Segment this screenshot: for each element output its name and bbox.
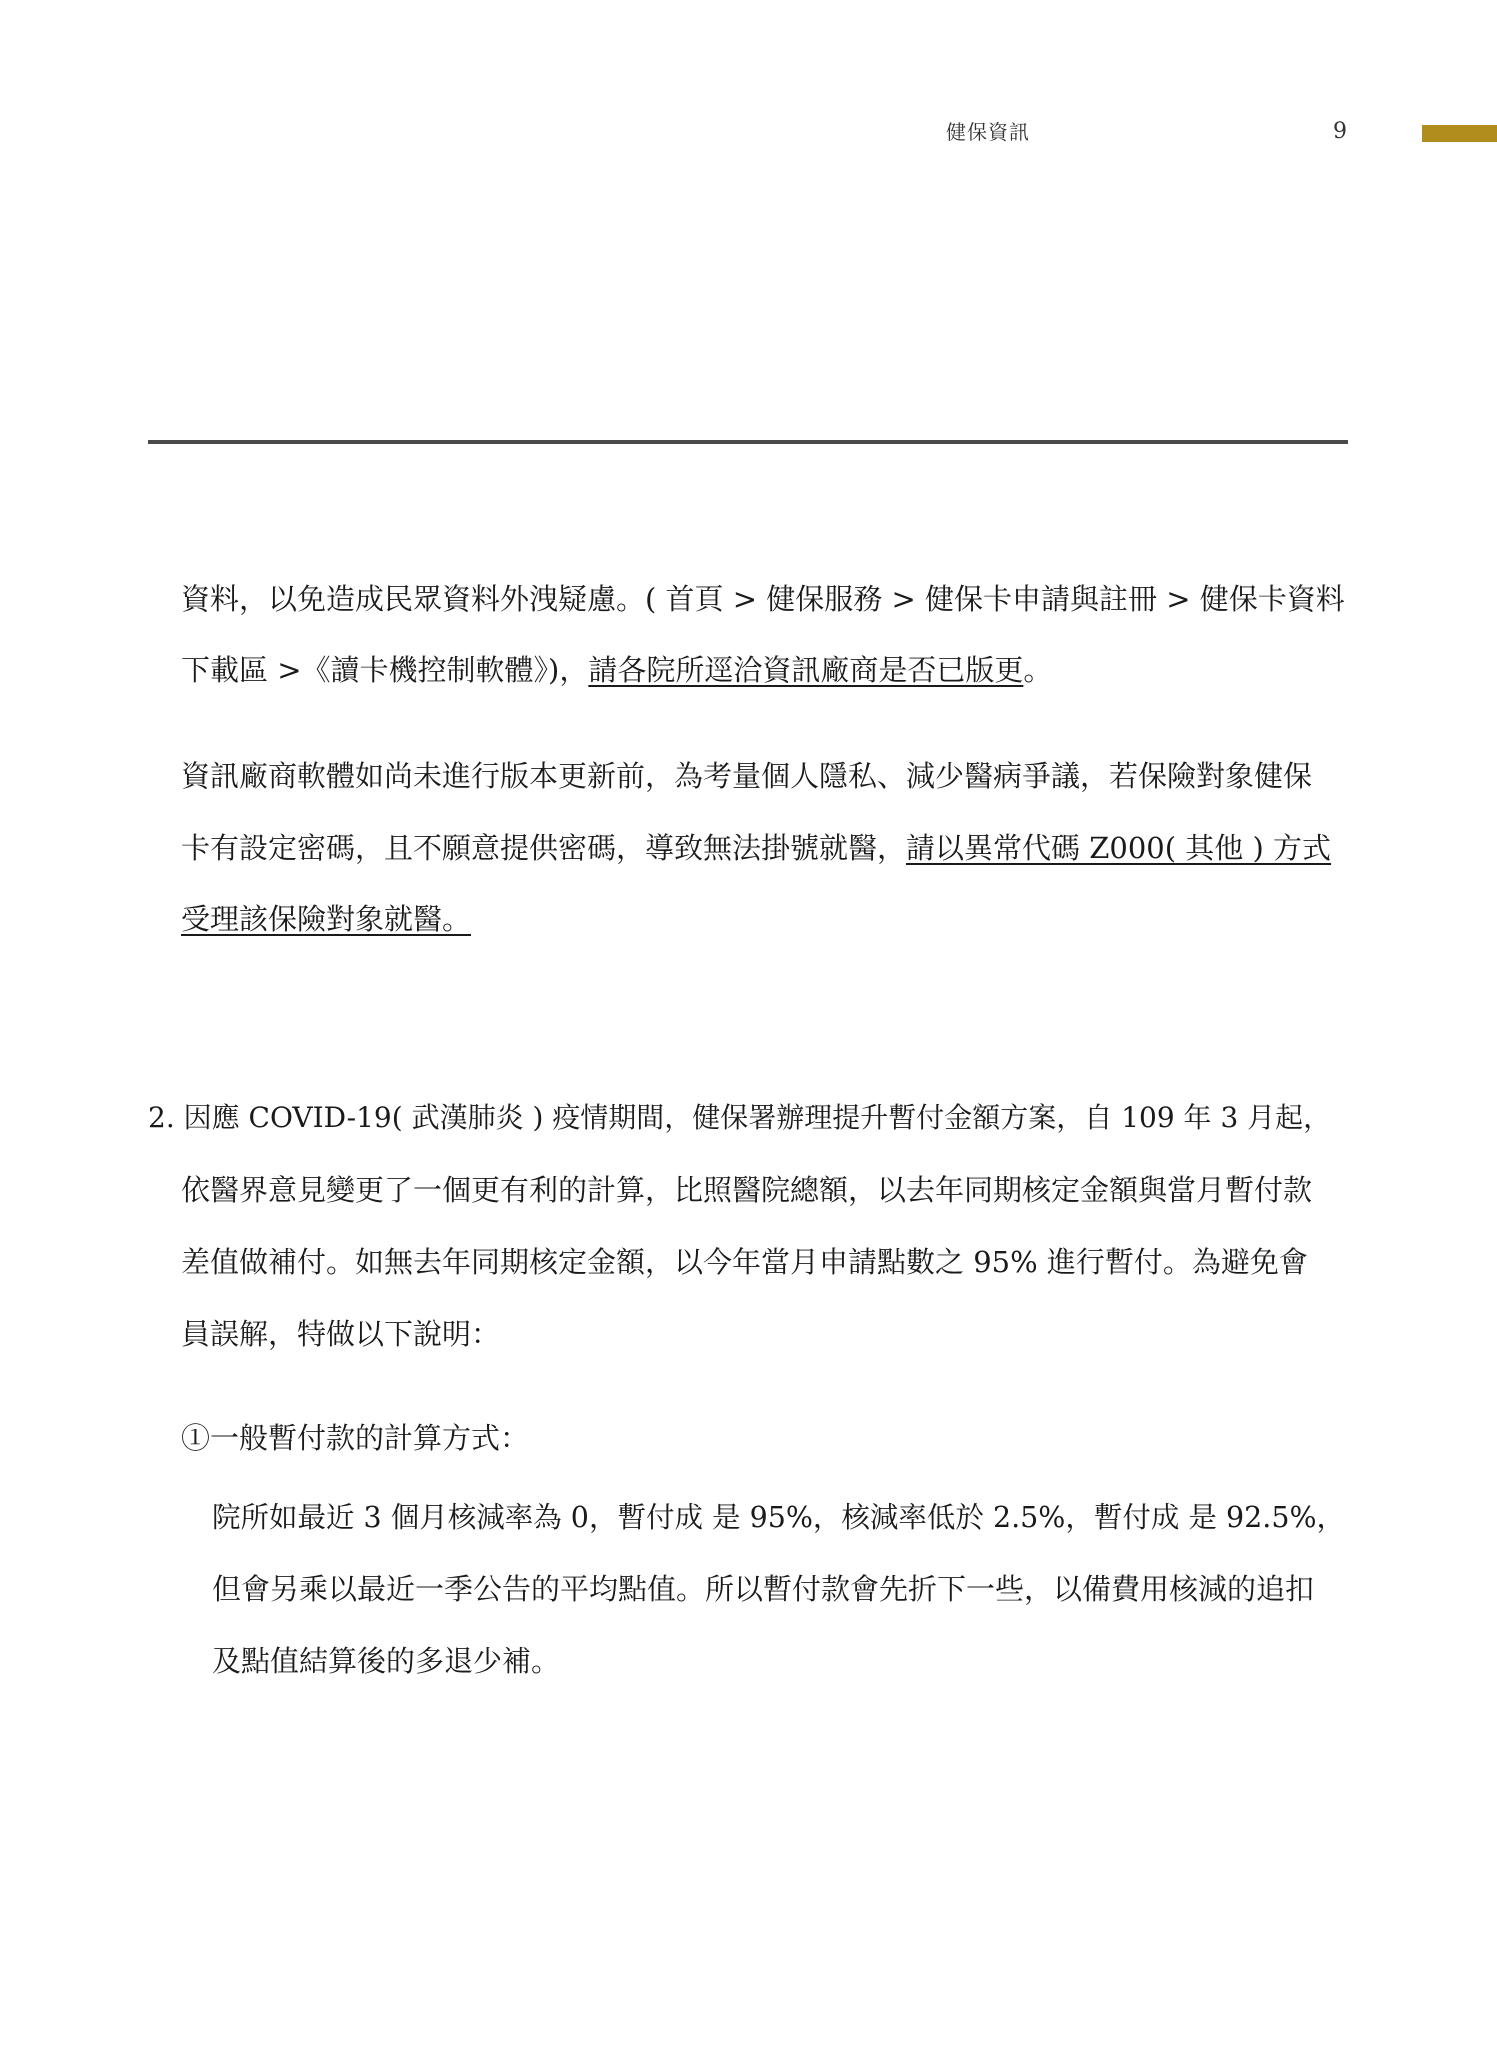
page-number: 9 (1333, 119, 1347, 144)
section-color-tab (1422, 125, 1497, 142)
paragraph-line (181, 828, 1331, 868)
paragraph-line (181, 650, 1052, 690)
paragraph-text: 。 (1023, 653, 1053, 687)
running-header-title: 健保資訊 (946, 120, 1030, 144)
paragraph-line: 依醫界意見變更了一個更有利的計算，比照醫院總額，以去年同期核定金額與當月暫付款 (181, 1173, 1313, 1207)
paragraph-text: 卡有設定密碼，且不願意提供密碼，導致無法掛號就醫， (181, 831, 907, 865)
numbered-item-line: 2. 因應 COVID-19( 武漢肺炎 ) 疫情期間，健保署辦理提升暫付金額方案，自 109 年 3 月起， (148, 1101, 1332, 1134)
paragraph-line (181, 899, 471, 939)
paragraph-line: 院所如最近 3 個月核減率為 0，暫付成 是 95%，核減率低於 2.5%，暫付成 是 92.5%， (212, 1501, 1346, 1534)
paragraph-line: 員誤解，特做以下說明： (181, 1317, 501, 1351)
underlined-notice: 受理該保險對象就醫。 (181, 902, 472, 936)
paragraph-line: 資訊廠商軟體如尚未進行版本更新前，為考量個人隱私、減少醫病爭議，若保險對象健保 (181, 759, 1313, 793)
paragraph-line: 及點值結算後的多退少補。 (212, 1644, 561, 1678)
sub-heading: ①一般暫付款的計算方式： (181, 1421, 530, 1455)
underlined-notice: 請各院所逕洽資訊廠商是否已版更 (588, 653, 1024, 687)
paragraph-text: 下載區 >《讀卡機控制軟體》)， (181, 653, 589, 687)
horizontal-rule (148, 440, 1348, 444)
underlined-notice: 請以異常代碼 Z000( 其他 ) 方式 (906, 831, 1332, 865)
paragraph-line: 資料，以免造成民眾資料外洩疑慮。( 首頁 > 健保服務 > 健保卡申請與註冊 > 健保卡資料 (181, 582, 1345, 616)
paragraph-line: 但會另乘以最近一季公告的平均點值。所以暫付款會先折下一些，以備費用核減的追扣 (212, 1572, 1315, 1606)
paragraph-line: 差值做補付。如無去年同期核定金額，以今年當月申請點數之 95% 進行暫付。為避免會 (181, 1245, 1308, 1279)
